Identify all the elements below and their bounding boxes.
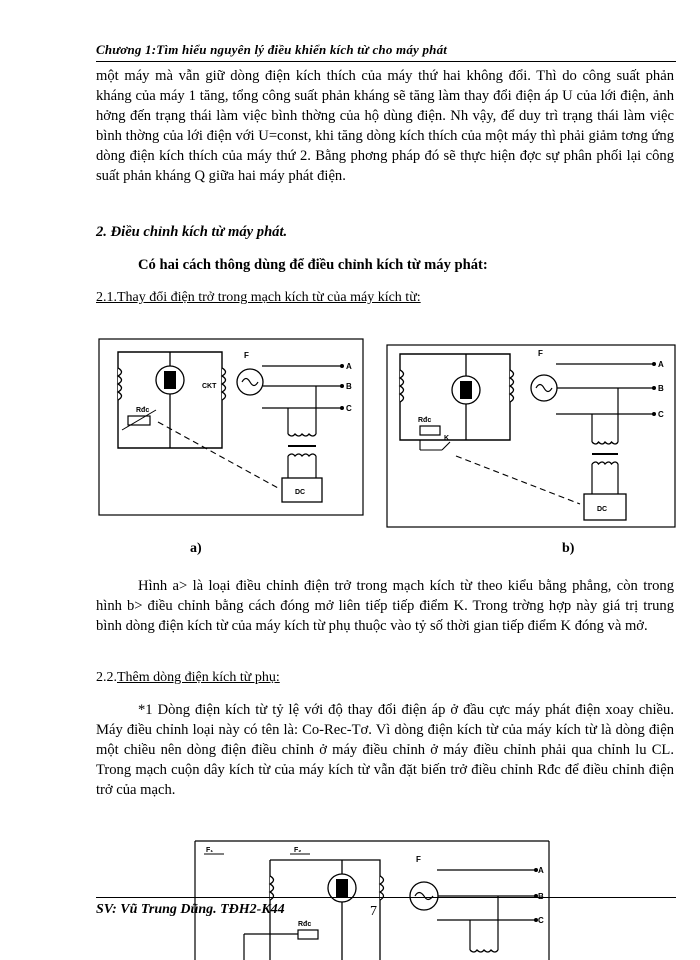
figure-c bbox=[194, 840, 550, 960]
section-2-2-number: 2.2. bbox=[96, 670, 117, 685]
label-a-b: A bbox=[658, 360, 664, 369]
label-rdc-b: Rđc bbox=[418, 417, 432, 424]
paragraph-1: một máy mà vẫn giữ dòng điện kích thích của máy thứ hai không đổi. Thì do công suất phản kháng của máy 1 tăng, tổng công suất phản kháng sẽ tăng làm thay đổi điện áp U của lới điện, ảnh hởng đến trạng thái làm việc bình thờng của hộ dùng điện. Nh vậy, để duy trì trạng thái làm việc bình thờng của lới điện với U=const, khi tăng dòng kích thích của một máy thì phải giảm tơng ứng dòng điện kích thích của máy thứ 2. Bằng phơng pháp đó sẽ thực hiện đợc sự phân phối lại công suất phản kháng Q giữa hai máy phát điện. bbox=[96, 68, 674, 184]
label-f2: F₂ bbox=[294, 847, 302, 854]
label-rdc-a: Rđc bbox=[136, 407, 150, 414]
figure-b bbox=[386, 344, 676, 528]
label-f-a: F bbox=[244, 351, 249, 360]
figure-a bbox=[98, 338, 364, 516]
label-ckt: CKT bbox=[202, 383, 217, 390]
footer-rule bbox=[96, 897, 676, 898]
subsection-intro: Có hai cách thông dùng để điều chỉnh kích từ máy phát: bbox=[138, 257, 488, 273]
section-heading-2: 2. Điều chỉnh kích từ máy phát. bbox=[96, 224, 288, 240]
label-c-b: C bbox=[658, 410, 664, 419]
footer-author: SV: Vũ Trung Dũng. TĐH2-K44 bbox=[96, 902, 285, 917]
section-2-2-title: Thêm dòng điện kích từ phụ: bbox=[117, 670, 280, 685]
header-rule bbox=[96, 61, 676, 62]
label-a-a: A bbox=[346, 362, 352, 371]
label-dc-a: DC bbox=[295, 489, 306, 496]
label-b-b: B bbox=[658, 384, 664, 393]
label-rdc-c: Rđc bbox=[298, 921, 312, 928]
paragraph-2: Hình a> là loại điều chỉnh điện trở trong mạch kích từ theo kiểu bằng phẳng, còn trong hình b> điều chỉnh bằng cách đóng mở liên tiếp tiếp điểm K. Trong trờng hợp này giá trị trung bình dòng điện kích từ của máy kích từ phụ thuộc vào tỷ số thời gian tiếp điểm K đóng và mở. bbox=[96, 578, 674, 634]
label-c-c: C bbox=[538, 916, 544, 925]
label-f-b: F bbox=[538, 349, 543, 358]
page-header: Chương 1:Tìm hiểu nguyên lý điều khiển kích từ cho máy phát bbox=[96, 42, 448, 57]
label-f1: F₁ bbox=[206, 847, 214, 854]
label-k: K bbox=[444, 435, 450, 442]
paragraph-3: *1 Dòng điện kích từ tỷ lệ với độ thay đổi điện áp ở đầu cực máy phát điện xoay chiều. Máy điều chỉnh loại này có tên là: Co-Rec-Tơ. Vì dòng điện kích từ của máy kích từ là dòng điện một chiều nên dòng điện điều chỉnh ở máy điều chỉnh ở máy điều chỉnh phải qua chỉnh lu CL. Trong mạch cuộn dây kích từ của máy kích từ vẫn đặt biến trở điều chỉnh Rđc để điều chỉnh điện trở của mạch. bbox=[96, 702, 674, 798]
label-dc-b: DC bbox=[597, 506, 608, 513]
section-2-2-heading bbox=[96, 670, 280, 686]
section-2-1-heading: 2.1.Thay đổi điện trở trong mạch kích từ của máy kích từ: bbox=[96, 290, 421, 305]
label-a-c: A bbox=[538, 866, 544, 875]
caption-a: a) bbox=[190, 541, 202, 556]
page-number: 7 bbox=[370, 904, 377, 919]
label-c-a: C bbox=[346, 404, 352, 413]
label-b-a: B bbox=[346, 382, 352, 391]
label-f-c: F bbox=[416, 855, 421, 864]
caption-b: b) bbox=[562, 541, 575, 556]
